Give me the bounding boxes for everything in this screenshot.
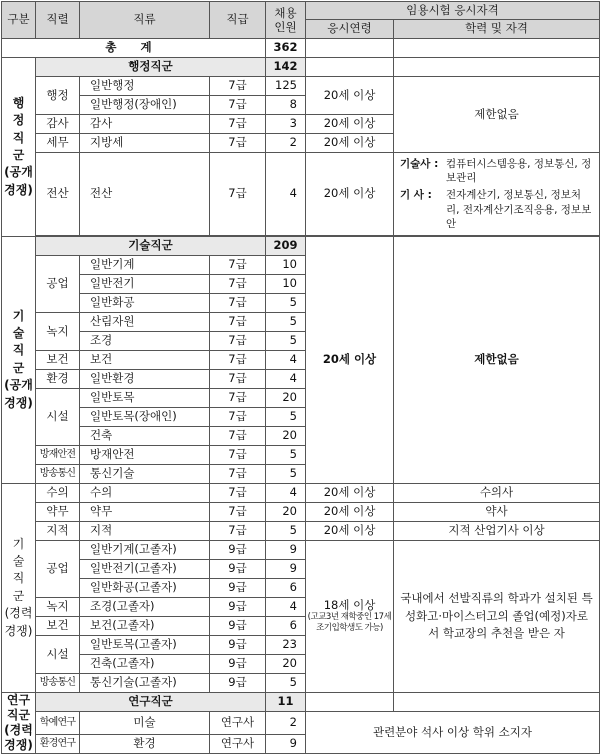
it-qual-key-2: 기 사 : bbox=[400, 189, 432, 202]
header-age: 응시연령 bbox=[306, 20, 394, 39]
tech-job-12: 통신기술 bbox=[80, 464, 210, 483]
header-edu: 학력 및 자격 bbox=[394, 20, 600, 39]
admin-count-2: 8 bbox=[266, 96, 306, 115]
tech-count-5: 5 bbox=[266, 331, 306, 350]
tech-count-6: 4 bbox=[266, 350, 306, 369]
research-grade-1: 연구사 bbox=[210, 711, 266, 734]
admin-job-5: 전산 bbox=[80, 153, 210, 236]
header-hire: 채용 인원 bbox=[266, 2, 306, 39]
tech-count-1: 10 bbox=[266, 255, 306, 274]
admin-edu: 제한없음 bbox=[394, 77, 600, 153]
total-edu-blank bbox=[394, 39, 600, 58]
admin-age-it: 20세 이상 bbox=[306, 153, 394, 236]
career-grade-5: 9급 bbox=[210, 616, 266, 635]
tech-job-9: 일반토목(장애인) bbox=[80, 407, 210, 426]
admin-grade-5: 7급 bbox=[210, 153, 266, 236]
career-edu-cad: 지적 산업기사 이상 bbox=[394, 521, 600, 540]
career-age-note: (고교3년 재학중인 17세 조기입학생도 가능) bbox=[307, 612, 392, 633]
admin-job-4: 지방세 bbox=[80, 134, 210, 153]
career-count-5: 6 bbox=[266, 616, 306, 635]
recruitment-table bbox=[1, 1, 600, 754]
tech-job-6: 보건 bbox=[80, 350, 210, 369]
tech-count-9: 5 bbox=[266, 407, 306, 426]
admin-series-admin: 행정 bbox=[36, 77, 80, 115]
career-grade-8: 9급 bbox=[210, 673, 266, 692]
tech-count: 209 bbox=[266, 236, 306, 255]
admin-count: 142 bbox=[266, 58, 306, 77]
admin-group: 행 정 직 군 (공개 경쟁) bbox=[2, 58, 36, 237]
career-job-vet: 수의 bbox=[80, 483, 210, 502]
tech-grade-8: 7급 bbox=[210, 388, 266, 407]
admin-age-blank bbox=[306, 58, 394, 77]
tech-grade-11: 7급 bbox=[210, 445, 266, 464]
career-grade-pharm: 7급 bbox=[210, 502, 266, 521]
admin-grade-1: 7급 bbox=[210, 77, 266, 96]
tech-job-4: 산림자원 bbox=[80, 312, 210, 331]
career-age-value: 18세 이상 bbox=[323, 598, 376, 613]
career-age-cad: 20세 이상 bbox=[306, 521, 394, 540]
header-group: 구분 bbox=[2, 2, 36, 39]
career-series-fac: 시설 bbox=[36, 635, 80, 673]
career-count-6: 23 bbox=[266, 635, 306, 654]
career-series-green: 녹지 bbox=[36, 597, 80, 616]
career-count-cad: 5 bbox=[266, 521, 306, 540]
research-age-blank bbox=[306, 692, 394, 711]
research-series-art: 학예연구 bbox=[36, 711, 80, 734]
tech-series-env: 환경 bbox=[36, 369, 80, 388]
career-job-4: 조경(고졸자) bbox=[80, 597, 210, 616]
tech-series-fac: 시설 bbox=[36, 388, 80, 445]
career-count-8: 5 bbox=[266, 673, 306, 692]
admin-count-1: 125 bbox=[266, 77, 306, 96]
career-age bbox=[306, 540, 394, 692]
career-count-pharm: 20 bbox=[266, 502, 306, 521]
header-grade: 직급 bbox=[210, 2, 266, 39]
tech-grade-12: 7급 bbox=[210, 464, 266, 483]
research-group: 연구 직군 (경력 경쟁) bbox=[2, 692, 36, 753]
career-age-vet: 20세 이상 bbox=[306, 483, 394, 502]
tech-count-8: 20 bbox=[266, 388, 306, 407]
research-edu: 관련분야 석사 이상 학위 소지자 bbox=[306, 711, 600, 753]
career-job-2: 일반전기(고졸자) bbox=[80, 559, 210, 578]
tech-job-11: 방재안전 bbox=[80, 445, 210, 464]
admin-grade-3: 7급 bbox=[210, 115, 266, 134]
career-job-pharm: 약무 bbox=[80, 502, 210, 521]
career-edu: 국내에서 선발직류의 학과가 설치된 특성화고·마이스터고의 졸업(예정)자로서 학교장의 추천을 받은 자 bbox=[394, 540, 600, 692]
career-series-pharm: 약무 bbox=[36, 502, 80, 521]
tech-series-green: 녹지 bbox=[36, 312, 80, 350]
career-series-health: 보건 bbox=[36, 616, 80, 635]
career-grade-cad: 7급 bbox=[210, 521, 266, 540]
research-series-env: 환경연구 bbox=[36, 734, 80, 753]
tech-count-4: 5 bbox=[266, 312, 306, 331]
career-grade-vet: 7급 bbox=[210, 483, 266, 502]
tech-grade-3: 7급 bbox=[210, 293, 266, 312]
career-count-4: 4 bbox=[266, 597, 306, 616]
it-qual-val-1: 컴퓨터시스템응용, 정보통신, 정보관리 bbox=[446, 158, 592, 185]
career-job-1: 일반기계(고졸자) bbox=[80, 540, 210, 559]
tech-group: 기 술 직 군 (공개 경쟁) bbox=[2, 236, 36, 483]
tech-series-comm: 방송통신 bbox=[36, 464, 80, 483]
tech-job-10: 건축 bbox=[80, 426, 210, 445]
research-count-2: 9 bbox=[266, 734, 306, 753]
career-job-8: 통신기술(고졸자) bbox=[80, 673, 210, 692]
admin-job-1: 일반행정 bbox=[80, 77, 210, 96]
admin-job-2: 일반행정(장애인) bbox=[80, 96, 210, 115]
career-job-3: 일반화공(고졸자) bbox=[80, 578, 210, 597]
tech-job-5: 조경 bbox=[80, 331, 210, 350]
tech-job-1: 일반기계 bbox=[80, 255, 210, 274]
tech-count-3: 5 bbox=[266, 293, 306, 312]
tech-count-11: 5 bbox=[266, 445, 306, 464]
career-grade-7: 9급 bbox=[210, 654, 266, 673]
admin-edu-blank bbox=[394, 58, 600, 77]
career-grade-3: 9급 bbox=[210, 578, 266, 597]
career-count-1: 9 bbox=[266, 540, 306, 559]
tech-grade-1: 7급 bbox=[210, 255, 266, 274]
career-series-cad: 지적 bbox=[36, 521, 80, 540]
admin-job-3: 감사 bbox=[80, 115, 210, 134]
career-grade-4: 9급 bbox=[210, 597, 266, 616]
career-age-pharm: 20세 이상 bbox=[306, 502, 394, 521]
career-job-5: 보건(고졸자) bbox=[80, 616, 210, 635]
research-edu-blank bbox=[394, 692, 600, 711]
research-grade-2: 연구사 bbox=[210, 734, 266, 753]
tech-count-2: 10 bbox=[266, 274, 306, 293]
header-job: 직류 bbox=[80, 2, 210, 39]
career-job-7: 건축(고졸자) bbox=[80, 654, 210, 673]
tech-grade-5: 7급 bbox=[210, 331, 266, 350]
admin-series-tax: 세무 bbox=[36, 134, 80, 153]
tech-count-10: 20 bbox=[266, 426, 306, 445]
tech-job-2: 일반전기 bbox=[80, 274, 210, 293]
admin-series-audit: 감사 bbox=[36, 115, 80, 134]
career-grade-1: 9급 bbox=[210, 540, 266, 559]
career-count-2: 9 bbox=[266, 559, 306, 578]
tech-grade-6: 7급 bbox=[210, 350, 266, 369]
tech-grade-4: 7급 bbox=[210, 312, 266, 331]
career-group: 기 술 직 군 (경력 경쟁) bbox=[2, 483, 36, 692]
total-age-blank bbox=[306, 39, 394, 58]
tech-title: 기술직군 bbox=[36, 236, 266, 255]
career-grade-6: 9급 bbox=[210, 635, 266, 654]
research-count: 11 bbox=[266, 692, 306, 711]
tech-count-12: 5 bbox=[266, 464, 306, 483]
career-job-6: 일반토목(고졸자) bbox=[80, 635, 210, 654]
total-label: 총 계 bbox=[2, 39, 266, 58]
header-qual-group: 임용시험 응시자격 bbox=[306, 2, 600, 20]
admin-grade-4: 7급 bbox=[210, 134, 266, 153]
career-series-eng: 공업 bbox=[36, 540, 80, 597]
total-count: 362 bbox=[266, 39, 306, 58]
admin-title: 행정직군 bbox=[36, 58, 266, 77]
career-series-vet: 수의 bbox=[36, 483, 80, 502]
tech-series-eng: 공업 bbox=[36, 255, 80, 312]
tech-job-7: 일반환경 bbox=[80, 369, 210, 388]
research-job-1: 미술 bbox=[80, 711, 210, 734]
admin-grade-2: 7급 bbox=[210, 96, 266, 115]
it-qual-key-1: 기술사 : bbox=[400, 158, 439, 170]
career-edu-vet: 수의사 bbox=[394, 483, 600, 502]
research-count-1: 2 bbox=[266, 711, 306, 734]
career-edu-pharm: 약사 bbox=[394, 502, 600, 521]
tech-grade-2: 7급 bbox=[210, 274, 266, 293]
career-count-3: 6 bbox=[266, 578, 306, 597]
tech-grade-9: 7급 bbox=[210, 407, 266, 426]
it-qualification bbox=[394, 153, 600, 236]
career-job-cad: 지적 bbox=[80, 521, 210, 540]
admin-count-4: 2 bbox=[266, 134, 306, 153]
admin-age-audit: 20세 이상 bbox=[306, 115, 394, 134]
tech-job-3: 일반화공 bbox=[80, 293, 210, 312]
career-series-comm: 방송통신 bbox=[36, 673, 80, 692]
admin-count-5: 4 bbox=[266, 153, 306, 236]
career-count-vet: 4 bbox=[266, 483, 306, 502]
admin-age-admin: 20세 이상 bbox=[306, 77, 394, 115]
tech-age: 20세 이상 bbox=[306, 236, 394, 483]
career-count-7: 20 bbox=[266, 654, 306, 673]
header-rank: 직렬 bbox=[36, 2, 80, 39]
career-grade-2: 9급 bbox=[210, 559, 266, 578]
tech-count-7: 4 bbox=[266, 369, 306, 388]
it-qual-val-2: 전자계산기, 정보통신, 정보처리, 전자계산기조직응용, 정보보안 bbox=[446, 189, 592, 230]
research-title: 연구직군 bbox=[36, 692, 266, 711]
admin-count-3: 3 bbox=[266, 115, 306, 134]
tech-grade-10: 7급 bbox=[210, 426, 266, 445]
tech-edu: 제한없음 bbox=[394, 236, 600, 483]
admin-series-it: 전산 bbox=[36, 153, 80, 236]
research-job-2: 환경 bbox=[80, 734, 210, 753]
tech-series-disaster: 방재안전 bbox=[36, 445, 80, 464]
admin-age-tax: 20세 이상 bbox=[306, 134, 394, 153]
tech-grade-7: 7급 bbox=[210, 369, 266, 388]
tech-series-health: 보건 bbox=[36, 350, 80, 369]
tech-job-8: 일반토목 bbox=[80, 388, 210, 407]
